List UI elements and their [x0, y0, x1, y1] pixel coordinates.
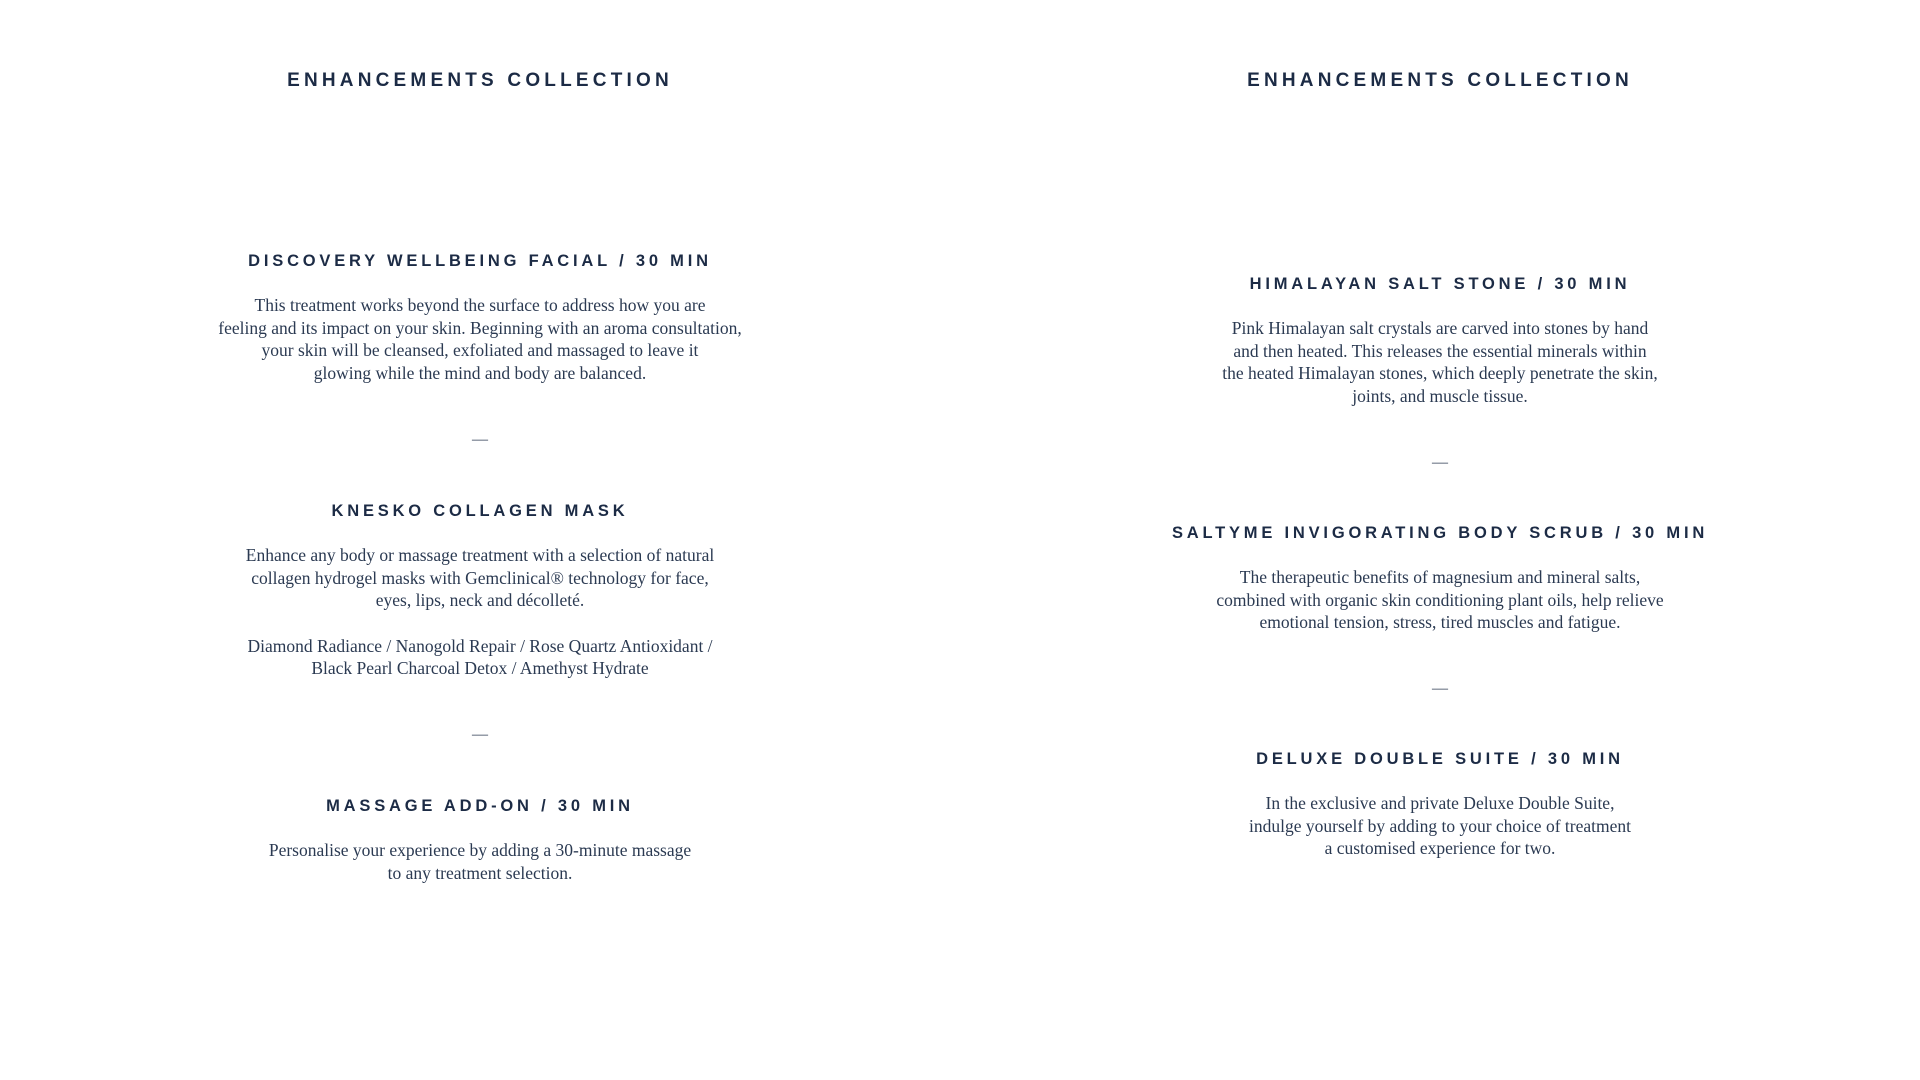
mask-options: Diamond Radiance / Nanogold Repair / Rose Quartz Antioxidant / Black Pearl Charcoal Detox / Amethyst Hydrate [247, 635, 713, 679]
treatment-heading: MASSAGE ADD-ON / 30 MIN [326, 797, 634, 815]
treatment-deluxe-double-suite [960, 748, 1920, 860]
treatment-heading: DISCOVERY WELLBEING FACIAL / 30 MIN [248, 252, 712, 270]
treatment-saltyme-body-scrub [960, 522, 1920, 634]
treatment-heading: KNESKO COLLAGEN MASK [331, 502, 629, 520]
section-divider: — [1432, 454, 1448, 471]
treatment-description: Enhance any body or massage treatment with a selection of natural collagen hydrogel masks with Gemclinical® technology for face, eyes, lips, neck and décolleté. [245, 545, 715, 611]
treatment-massage-add-on [0, 795, 960, 884]
treatment-description: This treatment works beyond the surface to address how you are feeling and its impact on your skin. Beginning with an aroma consultation, your skin will be cleansed, exfoliated and massaged to leave it glowing while the mind and body are balanced. [218, 295, 742, 383]
treatment-heading: DELUXE DOUBLE SUITE / 30 MIN [1256, 750, 1624, 768]
collection-title: ENHANCEMENTS COLLECTION [287, 70, 673, 91]
treatment-description: In the exclusive and private Deluxe Double Suite, indulge yourself by adding to your choice of treatment a customised experience for two. [1249, 793, 1631, 859]
treatment-knesko-collagen-mask [0, 500, 960, 680]
treatment-description: Personalise your experience by adding a 30-minute massage to any treatment selection. [268, 840, 692, 883]
treatment-description: The therapeutic benefits of magnesium and mineral salts, combined with organic skin conditioning plant oils, help relieve emotional tension, stress, tired muscles and fatigue. [1216, 567, 1664, 633]
treatment-himalayan-salt-stone [960, 273, 1920, 407]
treatment-description: Pink Himalayan salt crystals are carved into stones by hand and then heated. This releases the essential minerals within the heated Himalayan stones, which deeply penetrate the skin, joints, and muscle tissue. [1222, 318, 1658, 406]
treatment-heading: HIMALAYAN SALT STONE / 30 MIN [1249, 275, 1631, 293]
treatment-discovery-wellbeing-facial [0, 250, 960, 384]
section-divider: — [1432, 680, 1448, 697]
section-divider: — [472, 431, 488, 448]
section-divider: — [472, 726, 488, 743]
right-page [960, 0, 1920, 1080]
treatment-heading: SALTYME INVIGORATING BODY SCRUB / 30 MIN [1171, 524, 1709, 542]
collection-title: ENHANCEMENTS COLLECTION [1247, 70, 1633, 91]
